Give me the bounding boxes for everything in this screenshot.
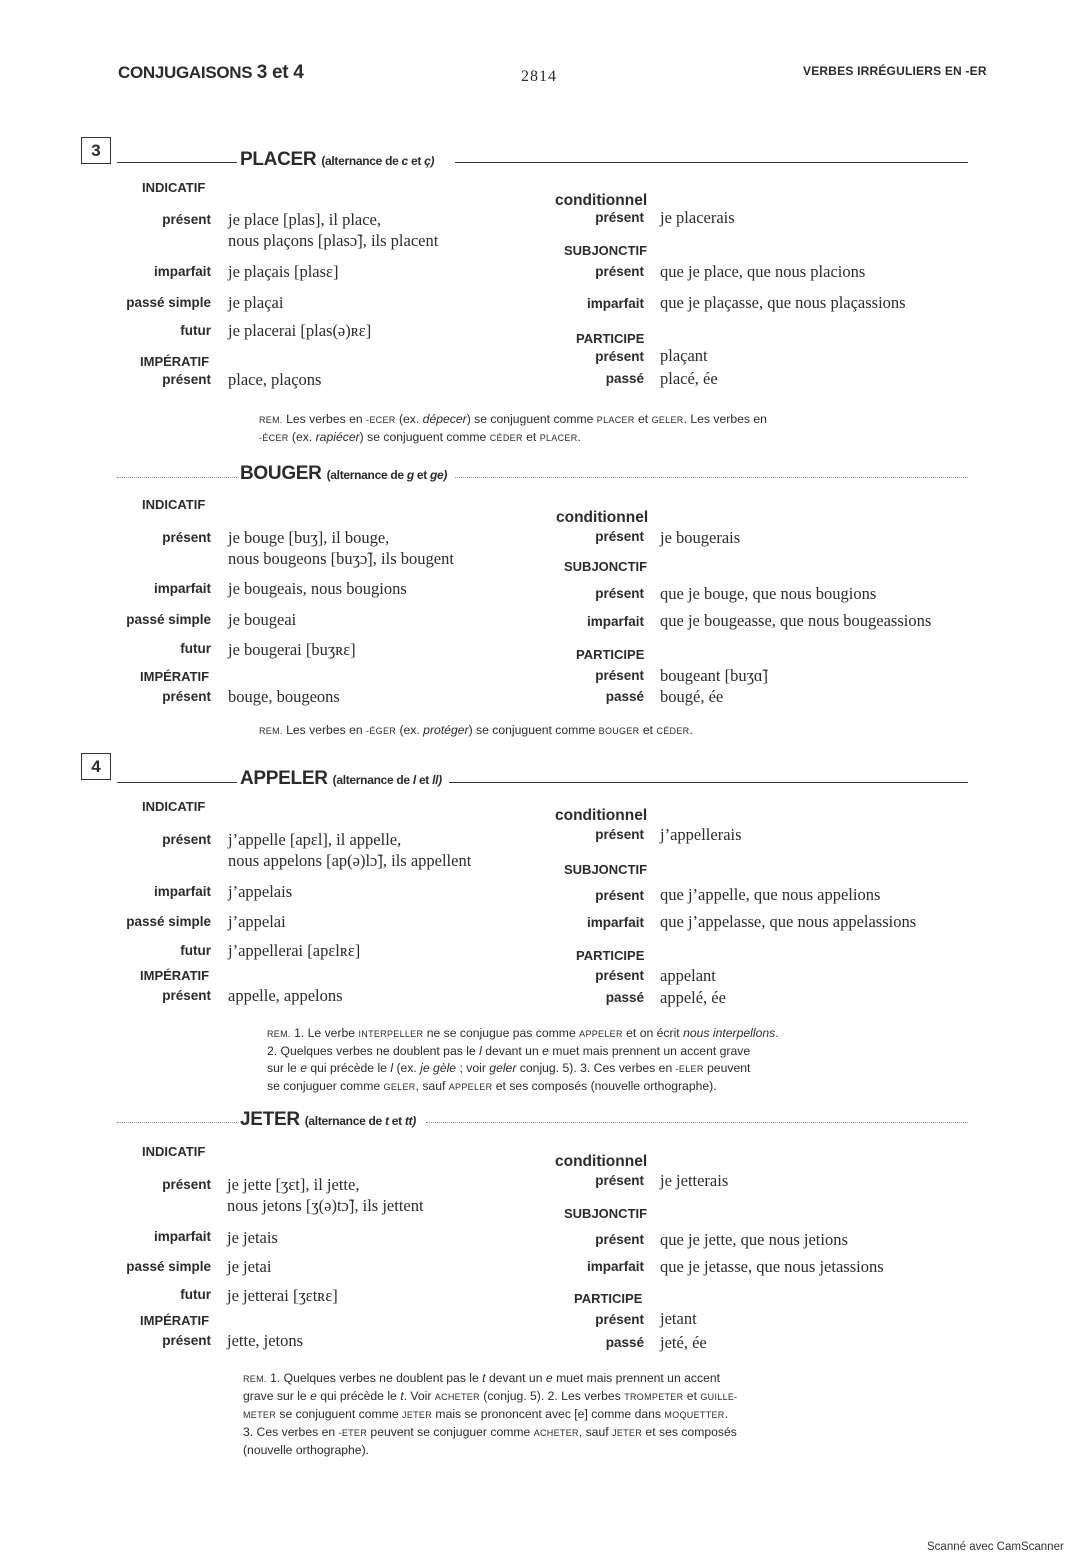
tense-label: présent bbox=[595, 827, 644, 842]
mood-label: IMPÉRATIF bbox=[140, 669, 210, 684]
mood-label: INDICATIF bbox=[142, 497, 206, 512]
remark: REM. 1. Le verbe INTERPELLER ne se conjugue pas comme APPELER et on écrit nous interpellons. 2. Quelques verbes ne doublent pas le l devant un e muet mais prennent un accent grave sur le e qui précède le l (ex. je gèle ; voir geler conjug. 5). 3. Ces verbes en -ELER peuvent se conjuguer comme GELER, sauf APPELER et ses composés (nouvelle orthographe). bbox=[267, 1026, 779, 1093]
form-value: jeté, ée bbox=[660, 1333, 707, 1352]
form-value: j’appellerais bbox=[660, 825, 742, 844]
tense-label: futur bbox=[180, 943, 211, 958]
tense-label: présent bbox=[595, 529, 644, 544]
remark: REM. Les verbes en -ECER (ex. dépecer) se conjuguent comme PLACER et GELER. Les verbes en -ÉCER (ex. rapiécer) se conjuguent comme CÉDER et PLACER. bbox=[259, 412, 767, 444]
mood-label: IMPÉRATIF bbox=[140, 968, 210, 983]
scanner-watermark: Scanné avec CamScanner bbox=[927, 1541, 1064, 1553]
rule-line bbox=[117, 1122, 237, 1123]
form-value: que j’appelasse, que nous appelassions bbox=[660, 912, 917, 931]
form-value: nous bougeons [buʒɔ̃], ils bougent bbox=[228, 549, 454, 568]
form-value: appelant bbox=[660, 966, 716, 985]
rule-line bbox=[117, 477, 237, 478]
running-header-left: CONJUGAISONS 3 et 4 bbox=[118, 62, 304, 83]
rule-line bbox=[117, 782, 237, 783]
running-header-right: VERBES IRRÉGULIERS EN -ER bbox=[803, 64, 987, 78]
form-value: jetant bbox=[660, 1309, 697, 1328]
tense-label: présent bbox=[595, 888, 644, 903]
form-value: nous jetons [ʒ(ə)tɔ̃], ils jettent bbox=[227, 1196, 424, 1215]
tense-label: présent bbox=[162, 832, 211, 847]
form-value: je placerais bbox=[660, 208, 735, 227]
tense-label: passé bbox=[605, 689, 644, 704]
remark: REM. 1. Quelques verbes ne doublent pas le t devant un e muet mais prennent un accent grave sur le e qui précède le t. Voir ACHETER (conjug. 5). 2. Les verbes TROMPETER et GUILLE- METER se conjuguent comme JETER mais se prononcent avec [e] comme dans MOQUETTER. 3. Ces verbes en -ETER peuvent se conjuguer comme ACHETER, sauf JETER et ses composés (nouvelle orthographe). bbox=[243, 1371, 738, 1457]
form-value: je jetais bbox=[227, 1228, 278, 1247]
form-value: je place [plas], il place, bbox=[228, 210, 382, 229]
form-value: j’appelai bbox=[228, 912, 286, 931]
mood-label: PARTICIPE bbox=[576, 647, 645, 662]
verb-title: PLACER (alternance de c et ç) bbox=[240, 149, 435, 170]
form-value: je plaçai bbox=[228, 293, 284, 312]
tense-label: imparfait bbox=[586, 915, 644, 930]
conjugation-number: 3 bbox=[81, 137, 111, 164]
form-value: je placerai [plas(ə)ʀɛ] bbox=[228, 321, 372, 340]
form-value: que je plaçasse, que nous plaçassions bbox=[660, 293, 906, 312]
mood-label: SUBJONCTIF bbox=[564, 1206, 648, 1221]
form-value: j’appelle [apɛl], il appelle, bbox=[228, 830, 402, 849]
tense-label: présent bbox=[162, 212, 211, 227]
form-value: je jetterai [ʒɛtʀɛ] bbox=[227, 1286, 338, 1305]
tense-label: présent bbox=[595, 349, 644, 364]
form-value: placé, ée bbox=[660, 369, 718, 388]
tense-label: futur bbox=[180, 641, 211, 656]
form-value: bougé, ée bbox=[660, 687, 724, 706]
mood-label: INDICATIF bbox=[142, 180, 206, 195]
tense-label: imparfait bbox=[153, 581, 211, 596]
mood-label: PARTICIPE bbox=[574, 1291, 643, 1306]
tense-label: imparfait bbox=[586, 1259, 644, 1274]
mood-label: SUBJONCTIF bbox=[564, 559, 648, 574]
tense-label: futur bbox=[180, 1287, 211, 1302]
mood-label: conditionnel bbox=[555, 807, 648, 824]
tense-label: présent bbox=[595, 264, 644, 279]
form-value: je jetterais bbox=[660, 1171, 729, 1190]
tense-label: présent bbox=[162, 1177, 211, 1192]
conjugation-number: 4 bbox=[81, 753, 111, 780]
rule-line bbox=[117, 162, 237, 163]
form-value: plaçant bbox=[660, 346, 708, 365]
form-value: que je jette, que nous jetions bbox=[660, 1230, 848, 1249]
mood-label: SUBJONCTIF bbox=[564, 862, 648, 877]
tense-label: présent bbox=[162, 530, 211, 545]
form-value: appelé, ée bbox=[660, 988, 726, 1007]
form-value: je plaçais [plasɛ] bbox=[228, 262, 339, 281]
tense-label: présent bbox=[595, 1173, 644, 1188]
tense-label: imparfait bbox=[153, 264, 211, 279]
tense-label: imparfait bbox=[153, 884, 211, 899]
form-value: je bougeais, nous bougions bbox=[228, 579, 407, 598]
form-value: nous plaçons [plasɔ̃], ils placent bbox=[228, 231, 439, 250]
rule-line bbox=[449, 782, 968, 783]
form-value: bougeant [buʒɑ̃] bbox=[660, 666, 769, 685]
mood-label: conditionnel bbox=[555, 192, 648, 209]
form-value: je jette [ʒɛt], il jette, bbox=[227, 1175, 360, 1194]
form-value: nous appelons [ap(ə)lɔ̃], ils appellent bbox=[228, 851, 472, 870]
form-value: je bouge [buʒ], il bouge, bbox=[228, 528, 390, 547]
tense-label: passé bbox=[605, 990, 644, 1005]
form-value: je bougeai bbox=[228, 610, 297, 629]
tense-label: présent bbox=[162, 372, 211, 387]
remark: REM. Les verbes en -ÉGER (ex. protéger) se conjuguent comme BOUGER et CÉDER. bbox=[259, 723, 693, 737]
tense-label: passé bbox=[605, 1335, 644, 1350]
tense-label: présent bbox=[595, 586, 644, 601]
mood-label: PARTICIPE bbox=[576, 331, 645, 346]
form-value: j’appellerai [apɛlʀɛ] bbox=[228, 941, 361, 960]
mood-label: INDICATIF bbox=[142, 799, 206, 814]
page-number: 2814 bbox=[521, 68, 557, 85]
tense-label: présent bbox=[162, 988, 211, 1003]
tense-label: passé simple bbox=[126, 295, 211, 310]
mood-label: IMPÉRATIF bbox=[140, 354, 210, 369]
form-value: j’appelais bbox=[228, 882, 293, 901]
form-value: je bougerai [buʒʀɛ] bbox=[228, 640, 356, 659]
form-value: place, plaçons bbox=[228, 370, 322, 389]
form-value: appelle, appelons bbox=[228, 986, 343, 1005]
tense-label: présent bbox=[595, 1232, 644, 1247]
tense-label: présent bbox=[595, 1312, 644, 1327]
mood-label: conditionnel bbox=[555, 1153, 648, 1170]
tense-label: présent bbox=[162, 1333, 211, 1348]
verb-title: JETER (alternance de t et tt) bbox=[240, 1109, 416, 1130]
mood-label: IMPÉRATIF bbox=[140, 1313, 210, 1328]
tense-label: passé simple bbox=[126, 914, 211, 929]
form-value: que j’appelle, que nous appelions bbox=[660, 885, 881, 904]
mood-label: INDICATIF bbox=[142, 1144, 206, 1159]
tense-label: présent bbox=[595, 668, 644, 683]
rule-line bbox=[455, 162, 968, 163]
form-value: jette, jetons bbox=[227, 1331, 304, 1350]
tense-label: présent bbox=[162, 689, 211, 704]
form-value: que je bouge, que nous bougions bbox=[660, 584, 877, 603]
tense-label: passé simple bbox=[126, 612, 211, 627]
tense-label: présent bbox=[595, 968, 644, 983]
tense-label: imparfait bbox=[586, 614, 644, 629]
mood-label: SUBJONCTIF bbox=[564, 243, 648, 258]
form-value: je bougerais bbox=[660, 528, 741, 547]
verb-title: BOUGER (alternance de g et ge) bbox=[240, 463, 448, 484]
tense-label: présent bbox=[595, 210, 644, 225]
form-value: je jetai bbox=[227, 1257, 272, 1276]
tense-label: passé simple bbox=[126, 1259, 211, 1274]
rule-line bbox=[455, 477, 968, 478]
rule-line bbox=[426, 1122, 968, 1123]
form-value: que je bougeasse, que nous bougeassions bbox=[660, 611, 932, 630]
tense-label: passé bbox=[605, 371, 644, 386]
tense-label: imparfait bbox=[586, 296, 644, 311]
mood-label: conditionnel bbox=[556, 509, 649, 526]
form-value: bouge, bougeons bbox=[228, 687, 340, 706]
verb-title: APPELER (alternance de l et ll) bbox=[240, 768, 442, 789]
tense-label: imparfait bbox=[153, 1229, 211, 1244]
form-value: que je jetasse, que nous jetassions bbox=[660, 1257, 884, 1276]
mood-label: PARTICIPE bbox=[576, 948, 645, 963]
form-value: que je place, que nous placions bbox=[660, 262, 866, 281]
tense-label: futur bbox=[180, 323, 211, 338]
